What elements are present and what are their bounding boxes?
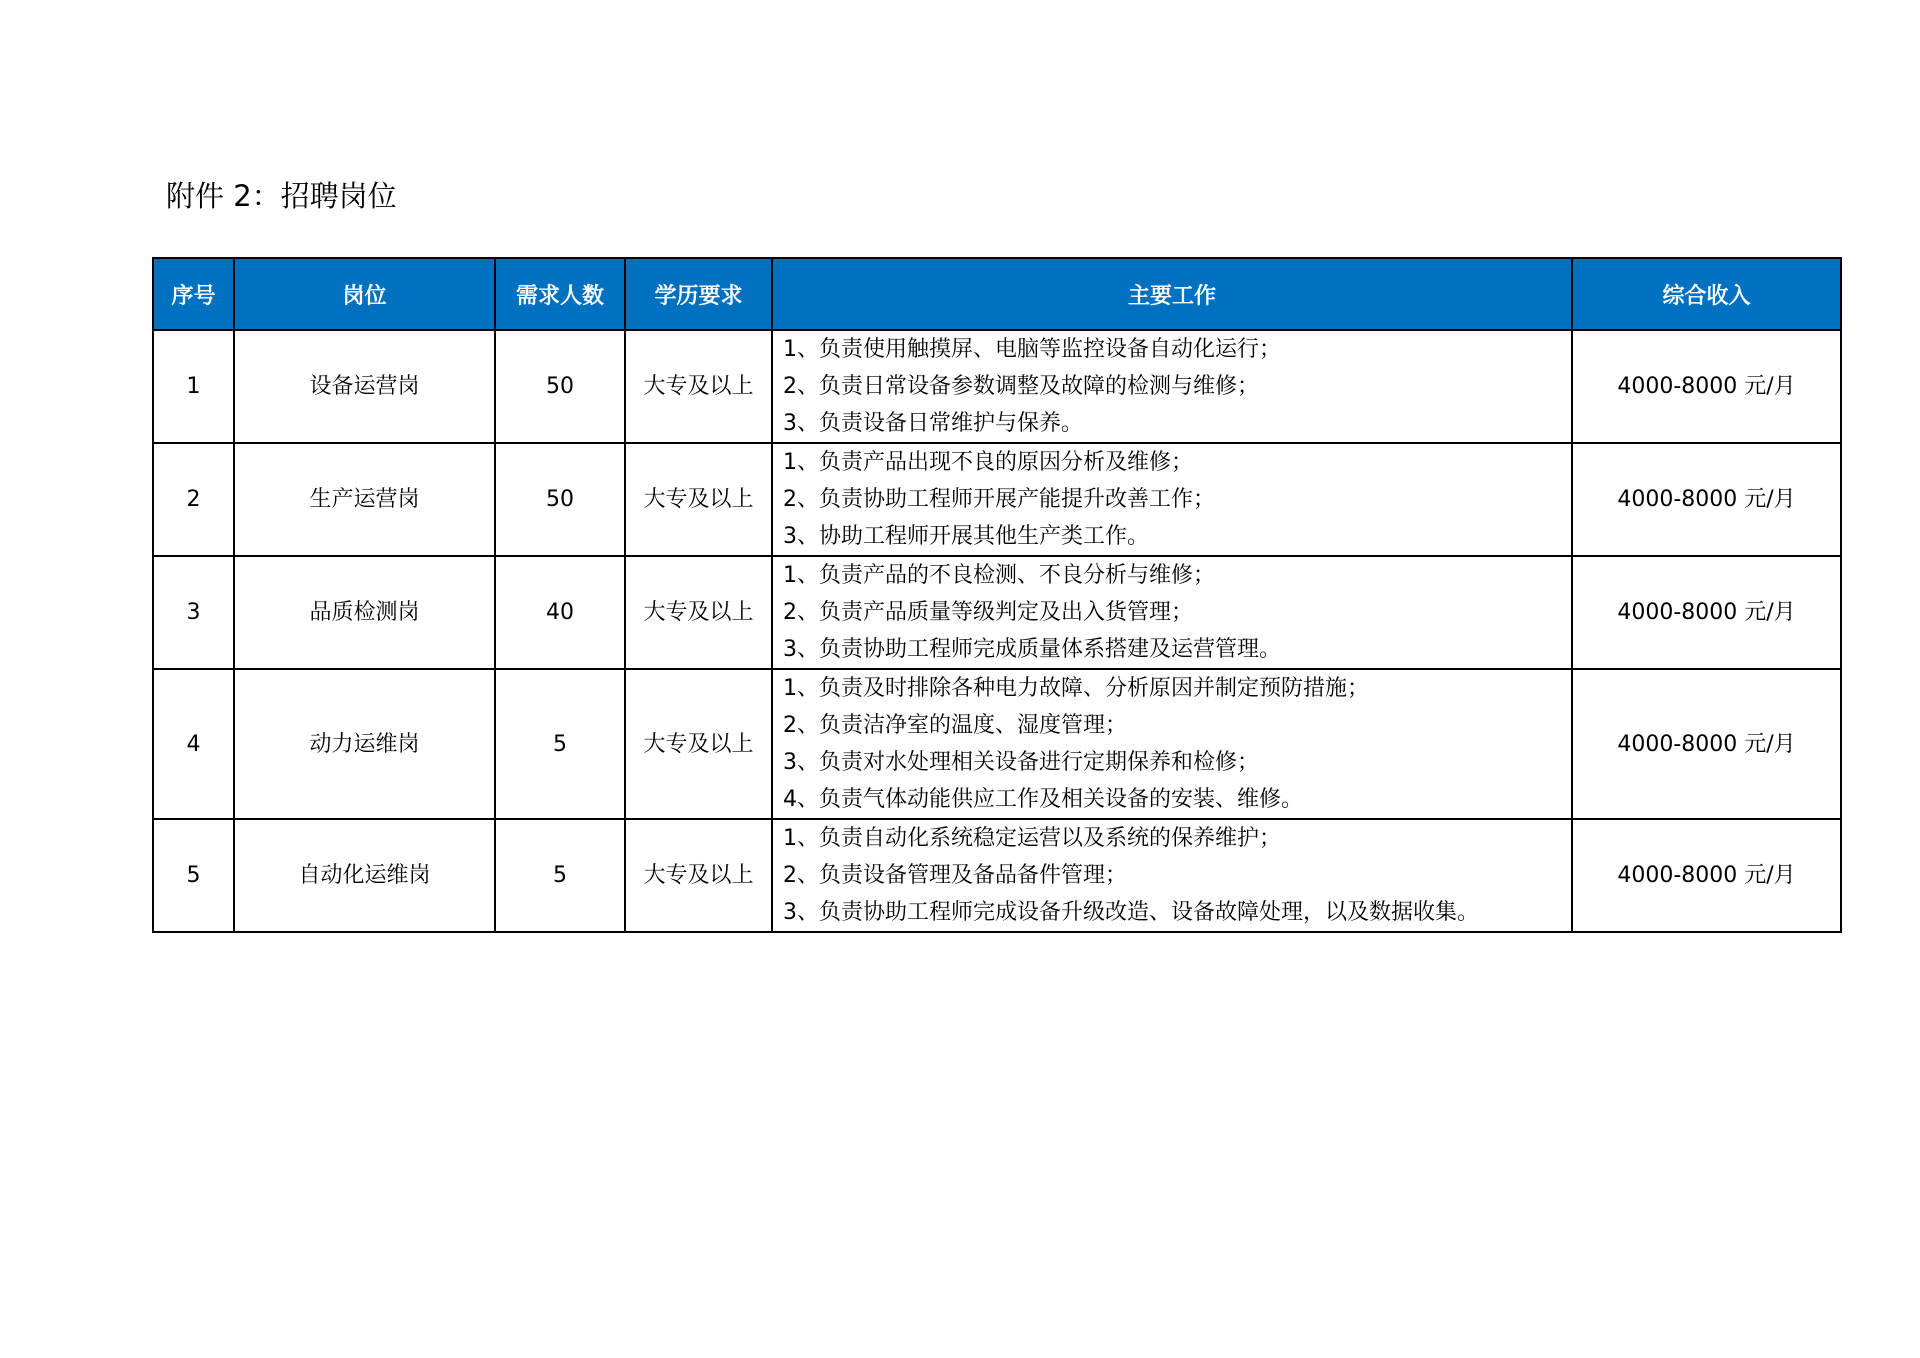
cell-headcount: 40 xyxy=(495,556,625,669)
duty-line: 1、负责使用触摸屏、电脑等监控设备自动化运行； xyxy=(783,337,1281,362)
cell-duties xyxy=(772,330,1572,443)
duty-line: 2、负责设备管理及备品备件管理； xyxy=(783,863,1127,888)
cell-salary: 4000-8000 元/月 xyxy=(1572,443,1841,556)
cell-index: 5 xyxy=(153,819,234,932)
header-salary: 综合收入 xyxy=(1572,258,1841,330)
cell-position: 自动化运维岗 xyxy=(234,819,495,932)
cell-salary: 4000-8000 元/月 xyxy=(1572,819,1841,932)
cell-salary: 4000-8000 元/月 xyxy=(1572,330,1841,443)
cell-education: 大专及以上 xyxy=(625,669,772,819)
cell-index: 2 xyxy=(153,443,234,556)
cell-headcount: 5 xyxy=(495,819,625,932)
cell-position: 动力运维岗 xyxy=(234,669,495,819)
table-header-row xyxy=(153,258,1841,330)
table-row xyxy=(153,330,1841,443)
cell-position: 品质检测岗 xyxy=(234,556,495,669)
cell-position: 设备运营岗 xyxy=(234,330,495,443)
duty-line: 4、负责气体动能供应工作及相关设备的安装、维修。 xyxy=(783,787,1303,812)
cell-duties xyxy=(772,669,1572,819)
cell-headcount: 5 xyxy=(495,669,625,819)
job-positions-table xyxy=(152,257,1842,933)
header-index: 序号 xyxy=(153,258,234,330)
table-row xyxy=(153,443,1841,556)
header-duties: 主要工作 xyxy=(772,258,1572,330)
cell-headcount: 50 xyxy=(495,443,625,556)
duty-line: 3、协助工程师开展其他生产类工作。 xyxy=(783,524,1149,549)
duty-line: 2、负责产品质量等级判定及出入货管理； xyxy=(783,600,1193,625)
duty-line: 1、负责产品的不良检测、不良分析与维修； xyxy=(783,563,1215,588)
cell-education: 大专及以上 xyxy=(625,556,772,669)
cell-education: 大专及以上 xyxy=(625,330,772,443)
cell-education: 大专及以上 xyxy=(625,443,772,556)
duty-line: 1、负责及时排除各种电力故障、分析原因并制定预防措施； xyxy=(783,676,1369,701)
duty-line: 2、负责协助工程师开展产能提升改善工作； xyxy=(783,487,1215,512)
cell-index: 4 xyxy=(153,669,234,819)
duty-line: 2、负责日常设备参数调整及故障的检测与维修； xyxy=(783,374,1259,399)
cell-duties xyxy=(772,556,1572,669)
duty-line: 3、负责协助工程师完成设备升级改造、设备故障处理，以及数据收集。 xyxy=(783,900,1479,925)
header-education: 学历要求 xyxy=(625,258,772,330)
duty-line: 1、负责产品出现不良的原因分析及维修； xyxy=(783,450,1193,475)
cell-duties xyxy=(772,819,1572,932)
duty-line: 2、负责洁净室的温度、湿度管理； xyxy=(783,713,1127,738)
cell-salary: 4000-8000 元/月 xyxy=(1572,669,1841,819)
table-row xyxy=(153,669,1841,819)
cell-position: 生产运营岗 xyxy=(234,443,495,556)
cell-duties xyxy=(772,443,1572,556)
duty-line: 3、负责设备日常维护与保养。 xyxy=(783,411,1083,436)
duty-line: 1、负责自动化系统稳定运营以及系统的保养维护； xyxy=(783,826,1281,851)
header-headcount: 需求人数 xyxy=(495,258,625,330)
document-title: 附件 2：招聘岗位 xyxy=(166,179,397,213)
table-row xyxy=(153,556,1841,669)
duty-line: 3、负责协助工程师完成质量体系搭建及运营管理。 xyxy=(783,637,1281,662)
header-position: 岗位 xyxy=(234,258,495,330)
cell-headcount: 50 xyxy=(495,330,625,443)
cell-index: 3 xyxy=(153,556,234,669)
cell-salary: 4000-8000 元/月 xyxy=(1572,556,1841,669)
table-row xyxy=(153,819,1841,932)
cell-index: 1 xyxy=(153,330,234,443)
cell-education: 大专及以上 xyxy=(625,819,772,932)
duty-line: 3、负责对水处理相关设备进行定期保养和检修； xyxy=(783,750,1259,775)
